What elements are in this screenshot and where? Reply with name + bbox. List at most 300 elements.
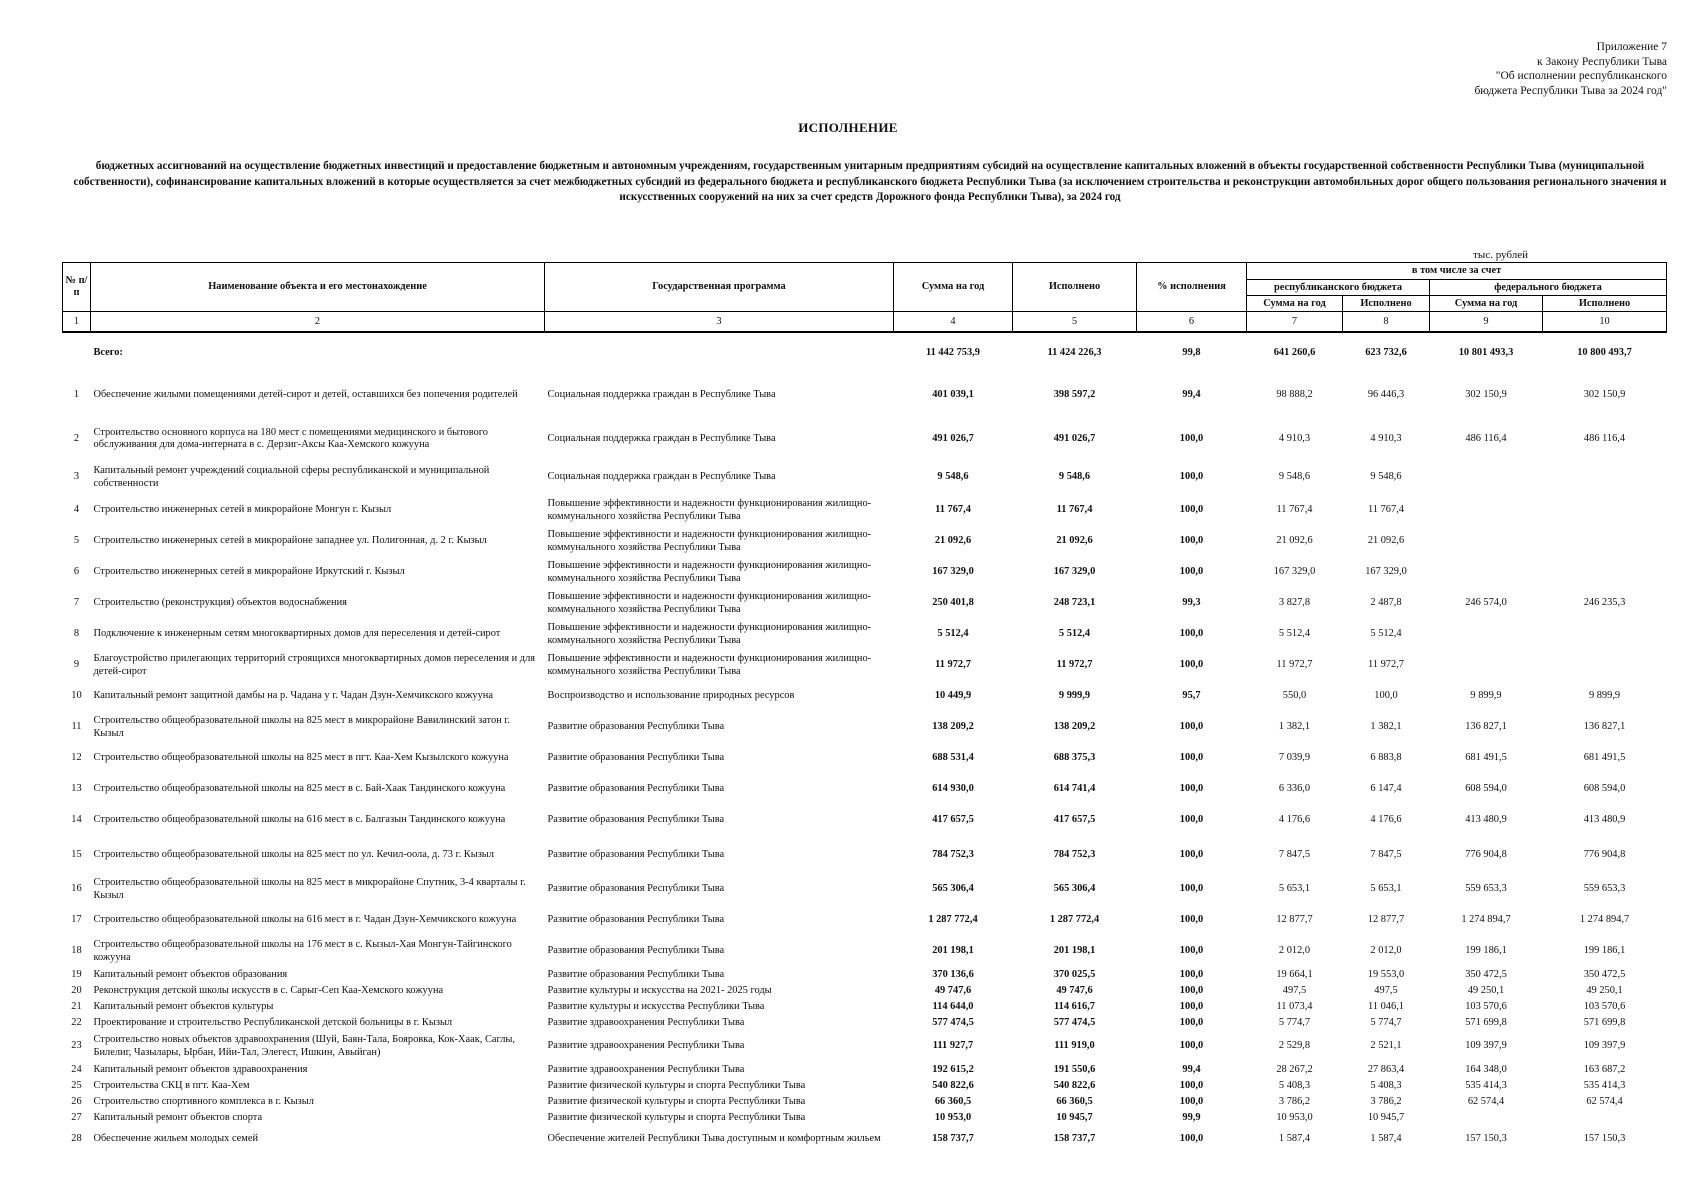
- object-name: Строительство общеобразовательной школы на 825 мест в пгт. Каа-Хем Кызылского кожууна: [93, 752, 509, 764]
- cell-rep-done: 96 446,3: [1367, 389, 1405, 401]
- table-row: [63, 526, 1667, 557]
- row-number: 15: [71, 848, 82, 860]
- cell-rep-done: 5 512,4: [1370, 628, 1402, 640]
- cell-rep-done: 11 767,4: [1368, 504, 1404, 516]
- program-name: Повышение эффективности и надежности функционирования жилищно-коммунального хозяйства Республики Тыва: [547, 560, 872, 584]
- program-name: Социальная поддержка граждан в Республике Тыва: [547, 389, 776, 401]
- program-name: Развитие физической культуры и спорта Республики Тыва: [547, 1079, 806, 1091]
- object-name: Строительство новых объектов здравоохранения (Шуй, Баян-Тала, Бояровка, Кок-Хаак, Саглы, Билелиг, Чазылары, Ырбан, Ийи-Тал, Элегест, Ишкин, Авыйган): [93, 1034, 515, 1058]
- cell-rep-done: 21 092,6: [1367, 535, 1405, 547]
- cell-rep-done: 497,5: [1374, 984, 1398, 996]
- header-sum: Сумма на год: [894, 263, 1013, 312]
- cell-sum: 370 136,6: [932, 968, 974, 980]
- cell-rep-sum: 3 786,2: [1278, 1095, 1311, 1107]
- object-name: Строительство общеобразовательной школы на 825 мест по ул. Кечил-оола, д. 73 г. Кызыл: [93, 848, 494, 860]
- cell-fed-done: 103 570,6: [1583, 1000, 1626, 1012]
- row-number: 18: [71, 945, 82, 957]
- cell-rep-done: 2 487,8: [1370, 597, 1402, 609]
- object-name: Благоустройство прилегающих территорий строящихся многоквартирных домов переселения и для детей-сирот: [93, 653, 536, 677]
- total-done: 11 424 226,3: [1047, 346, 1102, 358]
- program-name: Развитие образования Республики Тыва: [547, 752, 725, 764]
- table-row: [63, 983, 1667, 999]
- cell-done: 784 752,3: [1053, 848, 1096, 860]
- cell-rep-done: 1 587,4: [1370, 1132, 1402, 1144]
- cell-done: 138 209,2: [1053, 721, 1096, 733]
- object-name: Обеспечение жилыми помещениями детей-сирот и детей, оставшихся без попечения родителей: [93, 389, 518, 401]
- cell-rep-sum: 167 329,0: [1273, 566, 1316, 578]
- program-name: Повышение эффективности и надежности функционирования жилищно-коммунального хозяйства Республики Тыва: [547, 529, 872, 553]
- cell-sum: 491 026,7: [932, 432, 974, 444]
- table-row: [63, 557, 1667, 588]
- cell-fed-sum: [1430, 619, 1543, 650]
- cell-rep-sum: 1 382,1: [1278, 721, 1311, 733]
- object-name: Строительство общеобразовательной школы на 825 мест в микрорайоне Вавилинский затон г. Кызыл: [93, 715, 510, 739]
- cell-rep-sum: 4 176,6: [1278, 814, 1311, 826]
- cell-sum: 49 747,6: [934, 984, 972, 996]
- cell-rep-done: 5 774,7: [1370, 1016, 1402, 1028]
- table-row: [63, 936, 1667, 967]
- cell-fed-sum: [1430, 495, 1543, 526]
- total-row: [63, 332, 1667, 373]
- cell-fed-done: 157 150,3: [1583, 1132, 1626, 1144]
- cell-done: 577 474,5: [1053, 1016, 1096, 1028]
- table-row: [63, 1094, 1667, 1110]
- cell-fed-sum: [1430, 460, 1543, 495]
- cell-fed-done: 246 235,3: [1583, 597, 1626, 609]
- cell-rep-done: 4 910,3: [1370, 432, 1402, 444]
- object-name: Капитальный ремонт объектов образования: [93, 968, 288, 980]
- object-name: Обеспечение жильем молодых семей: [93, 1132, 259, 1144]
- cell-done: 201 198,1: [1053, 945, 1096, 957]
- cell-fed-sum: [1430, 650, 1543, 681]
- cell-done: 1 287 772,4: [1049, 914, 1100, 926]
- cell-sum: 167 329,0: [932, 566, 974, 578]
- total-rep-sum: 641 260,6: [1273, 346, 1316, 358]
- cell-rep-done: 12 877,7: [1367, 914, 1405, 926]
- cell-done: 167 329,0: [1053, 566, 1096, 578]
- appendix-line: "Об исполнении республиканского: [1495, 70, 1667, 82]
- object-name: Строительство основного корпуса на 180 мест с помещениями медицинского и бытового обслуживания для дома-интерната в с. Дерзиг-Аксы Каа-Хемского кожууна: [93, 426, 488, 450]
- cell-pct: 100,0: [1179, 914, 1204, 926]
- cell-done: 49 747,6: [1056, 984, 1093, 996]
- col-number: 6: [1137, 312, 1247, 333]
- col-number: 7: [1247, 312, 1343, 333]
- cell-done: 248 723,1: [1053, 597, 1096, 609]
- row-number: 28: [71, 1132, 82, 1144]
- cell-done: 9 548,6: [1058, 471, 1091, 483]
- table-row: [63, 588, 1667, 619]
- cell-sum: 201 198,1: [932, 945, 974, 957]
- cell-done: 417 657,5: [1053, 814, 1096, 826]
- row-number: 19: [71, 968, 82, 980]
- cell-sum: 192 615,2: [932, 1063, 974, 1075]
- cell-fed-sum: 109 397,9: [1465, 1040, 1507, 1052]
- program-name: Развитие образования Республики Тыва: [547, 721, 725, 733]
- cell-rep-sum: 19 664,1: [1276, 968, 1313, 980]
- program-name: Развитие образования Республики Тыва: [547, 783, 725, 795]
- cell-fed-done: 9 899,9: [1588, 690, 1621, 702]
- object-name: Строительство общеобразовательной школы на 825 мест в микрорайоне Спутник, 3-4 кварталы г. Кызыл: [93, 877, 526, 901]
- cell-pct: 100,0: [1179, 848, 1204, 860]
- cell-sum: 66 360,5: [934, 1095, 972, 1107]
- cell-pct: 99,4: [1182, 1063, 1201, 1075]
- header-num: № п/п: [63, 263, 91, 312]
- cell-sum: 5 512,4: [937, 628, 969, 640]
- cell-pct: 100,0: [1179, 566, 1204, 578]
- cell-rep-done: 1 382,1: [1370, 721, 1402, 733]
- cell-fed-done: [1543, 526, 1667, 557]
- row-number: 10: [71, 690, 82, 702]
- cell-fed-done: 62 574,4: [1586, 1095, 1623, 1107]
- table-row: [63, 495, 1667, 526]
- cell-fed-done: 49 250,1: [1586, 984, 1623, 996]
- row-number: 1: [73, 389, 80, 401]
- cell-fed-sum: 608 594,0: [1465, 783, 1507, 795]
- appendix-line: Приложение 7: [1596, 41, 1667, 53]
- cell-done: 10 945,7: [1056, 1111, 1093, 1123]
- header-rep-sum: Сумма на год: [1247, 296, 1343, 312]
- cell-sum: 158 737,7: [932, 1132, 974, 1144]
- cell-done: 66 360,5: [1056, 1095, 1093, 1107]
- col-number: 9: [1430, 312, 1543, 333]
- table-row: [63, 967, 1667, 983]
- cell-pct: 100,0: [1179, 883, 1204, 895]
- cell-rep-done: 100,0: [1374, 690, 1398, 702]
- row-number: 21: [71, 1000, 82, 1012]
- header-pct: % исполнения: [1137, 263, 1247, 312]
- cell-done: 158 737,7: [1053, 1132, 1096, 1144]
- program-name: Повышение эффективности и надежности функционирования жилищно-коммунального хозяйства Республики Тыва: [547, 498, 872, 522]
- row-number: 22: [71, 1016, 82, 1028]
- object-name: Строительство общеобразовательной школы на 825 мест в с. Бай-Хаак Тандинского кожууна: [93, 783, 506, 795]
- row-number: 24: [71, 1063, 82, 1075]
- cell-rep-sum: 5 653,1: [1278, 883, 1311, 895]
- cell-rep-sum: 28 267,2: [1276, 1063, 1313, 1075]
- cell-fed-done: 559 653,3: [1583, 883, 1626, 895]
- program-name: Социальная поддержка граждан в Республике Тыва: [547, 471, 776, 483]
- cell-fed-done: 302 150,9: [1583, 389, 1626, 401]
- cell-sum: 614 930,0: [932, 783, 974, 795]
- row-number: 23: [71, 1040, 82, 1052]
- cell-fed-done: 486 116,4: [1583, 432, 1626, 444]
- total-sum: 11 442 753,9: [926, 346, 980, 358]
- units-label: тыс. рублей: [1473, 249, 1528, 261]
- program-name: Социальная поддержка граждан в Республике Тыва: [547, 432, 776, 444]
- cell-sum: 417 657,5: [932, 814, 974, 826]
- header-fed-sum: Сумма на год: [1430, 296, 1543, 312]
- cell-sum: 540 822,6: [932, 1079, 974, 1091]
- cell-rep-sum: 11 972,7: [1276, 659, 1313, 671]
- program-name: Развитие здравоохранения Республики Тыва: [547, 1063, 745, 1075]
- cell-rep-done: 3 786,2: [1370, 1095, 1402, 1107]
- cell-pct: 100,0: [1179, 504, 1204, 516]
- appendix-line: бюджета Республики Тыва за 2024 год": [1474, 84, 1667, 97]
- cell-rep-sum: 12 877,7: [1276, 914, 1313, 926]
- table-row: [63, 1015, 1667, 1031]
- cell-done: 5 512,4: [1058, 628, 1091, 640]
- object-name: Строительство спортивного комплекса в г. Кызыл: [93, 1095, 314, 1107]
- cell-rep-sum: 11 073,4: [1276, 1000, 1313, 1012]
- total-pct: 99,8: [1182, 346, 1201, 358]
- program-name: Развитие образования Республики Тыва: [547, 968, 725, 980]
- cell-rep-sum: 497,5: [1282, 984, 1307, 996]
- program-name: Воспроизводство и использование природных ресурсов: [547, 690, 795, 702]
- cell-pct: 100,0: [1179, 814, 1204, 826]
- cell-fed-done: 776 904,8: [1583, 848, 1626, 860]
- cell-rep-done: 10 945,7: [1367, 1111, 1405, 1123]
- header-rep-done: Исполнено: [1343, 296, 1430, 312]
- cell-sum: 114 644,0: [932, 1000, 974, 1012]
- cell-done: 191 550,6: [1053, 1063, 1096, 1075]
- cell-rep-done: 11 046,1: [1368, 1000, 1404, 1012]
- cell-fed-sum: 49 250,1: [1467, 984, 1505, 996]
- row-number: 9: [73, 659, 80, 671]
- row-number: 6: [73, 566, 80, 578]
- col-number: 5: [1013, 312, 1137, 333]
- table-row: [63, 836, 1667, 874]
- cell-rep-sum: 5 408,3: [1278, 1079, 1311, 1091]
- table-row: [63, 774, 1667, 805]
- program-name: Повышение эффективности и надежности функционирования жилищно-коммунального хозяйства Республики Тыва: [547, 591, 872, 615]
- cell-sum: 565 306,4: [932, 883, 974, 895]
- cell-rep-done: 9 548,6: [1370, 471, 1402, 483]
- cell-pct: 100,0: [1179, 945, 1204, 957]
- header-fed-done: Исполнено: [1543, 296, 1667, 312]
- cell-pct: 100,0: [1179, 1132, 1204, 1144]
- cell-fed-done: 199 186,1: [1583, 945, 1626, 957]
- cell-fed-sum: 103 570,6: [1465, 1000, 1507, 1012]
- appendix-note: [1227, 40, 1667, 98]
- header-done: Исполнено: [1013, 263, 1137, 312]
- program-name: Развитие здравоохранения Республики Тыва: [547, 1040, 745, 1052]
- cell-sum: 9 548,6: [937, 471, 969, 483]
- cell-fed-done: [1543, 460, 1667, 495]
- cell-rep-sum: 11 767,4: [1276, 504, 1313, 516]
- cell-sum: 10 953,0: [934, 1111, 972, 1123]
- object-name: Капитальный ремонт объектов спорта: [93, 1111, 263, 1123]
- cell-sum: 21 092,6: [934, 535, 972, 547]
- cell-fed-sum: 413 480,9: [1465, 814, 1507, 826]
- col-number: 3: [545, 312, 894, 333]
- cell-pct: 100,0: [1179, 1079, 1204, 1091]
- cell-sum: 577 474,5: [932, 1016, 974, 1028]
- object-name: Строительство инженерных сетей в микрорайоне Иркутский г. Кызыл: [93, 566, 405, 578]
- cell-fed-sum: 681 491,5: [1465, 752, 1507, 764]
- table-row: [63, 1031, 1667, 1062]
- row-number: 26: [71, 1095, 82, 1107]
- cell-sum: 688 531,4: [932, 752, 974, 764]
- cell-rep-sum: 550,0: [1282, 690, 1307, 702]
- program-name: Развитие культуры и искусства Республики Тыва: [547, 1000, 765, 1012]
- cell-done: 111 919,0: [1054, 1040, 1095, 1052]
- object-name: Капитальный ремонт учреждений социальной сферы республиканской и муниципальной собственности: [93, 465, 490, 489]
- col-number: 10: [1543, 312, 1667, 333]
- cell-fed-sum: 776 904,8: [1465, 848, 1507, 860]
- col-number: 4: [894, 312, 1013, 333]
- cell-pct: 100,0: [1179, 721, 1204, 733]
- cell-fed-sum: 535 414,3: [1465, 1079, 1507, 1091]
- cell-pct: 100,0: [1179, 659, 1204, 671]
- cell-rep-sum: 9 548,6: [1278, 471, 1311, 483]
- row-number: 17: [71, 914, 82, 926]
- table-row: [63, 1126, 1667, 1152]
- row-number: 7: [73, 597, 80, 609]
- row-number: 27: [71, 1111, 82, 1123]
- cell-done: 9 999,9: [1058, 690, 1091, 702]
- cell-fed-sum: 199 186,1: [1465, 945, 1507, 957]
- total-fed-done: 10 800 493,7: [1577, 346, 1632, 358]
- table-row: [63, 1078, 1667, 1094]
- row-number: 12: [71, 752, 82, 764]
- cell-sum: 11 972,7: [935, 659, 971, 671]
- header-program: Государственная программа: [545, 263, 894, 312]
- cell-fed-sum: [1430, 1110, 1543, 1126]
- cell-pct: 100,0: [1179, 968, 1204, 980]
- row-number: 3: [73, 471, 80, 483]
- cell-fed-done: 136 827,1: [1583, 721, 1626, 733]
- object-name: Капитальный ремонт объектов здравоохранения: [93, 1063, 308, 1075]
- cell-rep-sum: 2 529,8: [1278, 1040, 1311, 1052]
- cell-rep-sum: 5 774,7: [1278, 1016, 1311, 1028]
- table-row: [63, 874, 1667, 905]
- cell-rep-done: 7 847,5: [1370, 848, 1402, 860]
- total-label: Всего:: [93, 346, 123, 358]
- cell-pct: 100,0: [1179, 984, 1204, 996]
- col-number: 1: [63, 312, 91, 333]
- col-number: 2: [91, 312, 545, 333]
- col-number: 8: [1343, 312, 1430, 333]
- program-name: Развитие образования Республики Тыва: [547, 945, 725, 957]
- cell-fed-done: 608 594,0: [1583, 783, 1626, 795]
- program-name: Развитие образования Республики Тыва: [547, 914, 725, 926]
- object-name: Капитальный ремонт объектов культуры: [93, 1000, 274, 1012]
- row-number: 11: [71, 721, 82, 733]
- table-row: [63, 619, 1667, 650]
- program-name: Повышение эффективности и надежности функционирования жилищно-коммунального хозяйства Республики Тыва: [547, 653, 872, 677]
- cell-pct: 100,0: [1179, 628, 1204, 640]
- cell-sum: 111 927,7: [932, 1040, 974, 1052]
- cell-sum: 10 449,9: [934, 690, 972, 702]
- cell-rep-done: 5 408,3: [1370, 1079, 1402, 1091]
- table-row: [63, 1062, 1667, 1078]
- table-row: [63, 743, 1667, 774]
- cell-fed-done: 571 699,8: [1583, 1016, 1626, 1028]
- cell-rep-done: 4 176,6: [1370, 814, 1402, 826]
- table-row: [63, 712, 1667, 743]
- cell-pct: 100,0: [1179, 535, 1204, 547]
- cell-rep-done: 5 653,1: [1370, 883, 1402, 895]
- cell-rep-sum: 1 587,4: [1278, 1132, 1311, 1144]
- cell-rep-done: 6 883,8: [1370, 752, 1402, 764]
- cell-pct: 100,0: [1179, 432, 1204, 444]
- program-name: Обеспечение жителей Республики Тыва доступным и комфортным жильем: [547, 1132, 881, 1144]
- document-description: бюджетных ассигнований на осуществление бюджетных инвестиций и предоставление бюджетным и автономным учреждениям, государственным унитарным предприятиям субсидий на осуществление капитальных вложений в объекты государственной собственности Республики Тыва (муниципальной собственности), софинансирование капитальных вложений в которые осуществляется за счет межбюджетных субсидий из федерального бюджета и республиканского бюджета Республики Тыва (за исключением строительства и реконструкции автомобильных дорог общего пользования регионального значения и искусственных сооружений на них за счет средств Дорожного фонда Республики Тыва), за 2024 год: [73, 160, 1667, 203]
- table-row: [63, 681, 1667, 712]
- cell-fed-sum: 559 653,3: [1465, 883, 1507, 895]
- table-row: [63, 999, 1667, 1015]
- cell-pct: 100,0: [1179, 1016, 1204, 1028]
- cell-rep-done: 19 553,0: [1367, 968, 1405, 980]
- program-name: Развитие образования Республики Тыва: [547, 814, 725, 826]
- program-name: Развитие физической культуры и спорта Республики Тыва: [547, 1095, 806, 1107]
- cell-sum: 250 401,8: [932, 597, 974, 609]
- table-row: [63, 905, 1667, 936]
- cell-fed-sum: [1430, 557, 1543, 588]
- cell-rep-sum: 21 092,6: [1276, 535, 1313, 547]
- row-number: 5: [73, 535, 80, 547]
- cell-rep-sum: 6 336,0: [1278, 783, 1311, 795]
- row-number: 14: [71, 814, 82, 826]
- cell-rep-done: 2 012,0: [1370, 945, 1402, 957]
- table-row: [63, 460, 1667, 495]
- cell-rep-done: 11 972,7: [1368, 659, 1404, 671]
- table-row: [63, 805, 1667, 836]
- cell-done: 21 092,6: [1056, 535, 1093, 547]
- cell-done: 11 972,7: [1056, 659, 1093, 671]
- program-name: Развитие физической культуры и спорта Республики Тыва: [547, 1111, 806, 1123]
- cell-done: 370 025,5: [1053, 968, 1096, 980]
- object-name: Строительство (реконструкция) объектов водоснабжения: [93, 597, 347, 609]
- cell-fed-sum: 157 150,3: [1465, 1132, 1507, 1144]
- object-name: Строительство общеобразовательной школы на 176 мест в с. Кызыл-Хая Монгун-Тайгинского кожууна: [93, 939, 512, 963]
- program-name: Развитие здравоохранения Республики Тыва: [547, 1016, 745, 1028]
- table-row: [63, 650, 1667, 681]
- row-number: 4: [73, 504, 80, 516]
- cell-rep-done: 6 147,4: [1370, 783, 1402, 795]
- appendix-line: к Закону Республики Тыва: [1537, 55, 1667, 68]
- cell-fed-sum: 136 827,1: [1465, 721, 1507, 733]
- cell-rep-done: 167 329,0: [1365, 566, 1407, 578]
- cell-fed-sum: 246 574,0: [1465, 597, 1507, 609]
- cell-pct: 100,0: [1179, 783, 1204, 795]
- row-number: 20: [71, 984, 82, 996]
- program-name: Развитие образования Республики Тыва: [547, 848, 725, 860]
- table-row: [63, 418, 1667, 460]
- object-name: Строительство инженерных сетей в микрорайоне западнее ул. Полигонная, д. 2 г. Кызыл: [93, 535, 487, 547]
- cell-fed-done: 535 414,3: [1583, 1079, 1626, 1091]
- cell-pct: 95,7: [1182, 690, 1201, 702]
- cell-sum: 401 039,1: [932, 389, 974, 401]
- cell-pct: 100,0: [1179, 1040, 1204, 1052]
- cell-fed-sum: 350 472,5: [1465, 968, 1507, 980]
- cell-done: 398 597,2: [1053, 389, 1096, 401]
- cell-fed-sum: 486 116,4: [1465, 432, 1507, 444]
- cell-pct: 100,0: [1179, 1000, 1204, 1012]
- cell-rep-sum: 3 827,8: [1278, 597, 1311, 609]
- row-number: 2: [73, 432, 80, 444]
- cell-done: 114 616,7: [1054, 1000, 1095, 1012]
- object-name: Строительство общеобразовательной школы на 616 мест в с. Балгазын Тандинского кожууна: [93, 814, 506, 826]
- execution-table: [62, 262, 1667, 1152]
- header-including: в том числе за счет: [1247, 263, 1667, 280]
- cell-fed-done: [1543, 557, 1667, 588]
- document-title: ИСПОЛНЕНИЕ: [798, 120, 898, 135]
- cell-sum: 784 752,3: [932, 848, 974, 860]
- cell-fed-sum: 302 150,9: [1465, 389, 1507, 401]
- cell-sum: 11 767,4: [935, 504, 971, 516]
- cell-done: 565 306,4: [1053, 883, 1096, 895]
- cell-rep-done: 2 521,1: [1370, 1040, 1402, 1052]
- cell-rep-sum: 5 512,4: [1278, 628, 1311, 640]
- cell-fed-done: [1543, 650, 1667, 681]
- cell-done: 11 767,4: [1056, 504, 1093, 516]
- cell-fed-sum: 62 574,4: [1467, 1095, 1505, 1107]
- object-name: Капитальный ремонт защитной дамбы на р. Чадана у г. Чадан Дзун-Хемчикского кожууна: [93, 690, 493, 702]
- cell-done: 491 026,7: [1053, 432, 1096, 444]
- header-republican: республиканского бюджета: [1247, 280, 1430, 296]
- object-name: Строительства СКЦ в пгт. Каа-Хем: [93, 1079, 250, 1091]
- cell-pct: 99,9: [1182, 1111, 1201, 1123]
